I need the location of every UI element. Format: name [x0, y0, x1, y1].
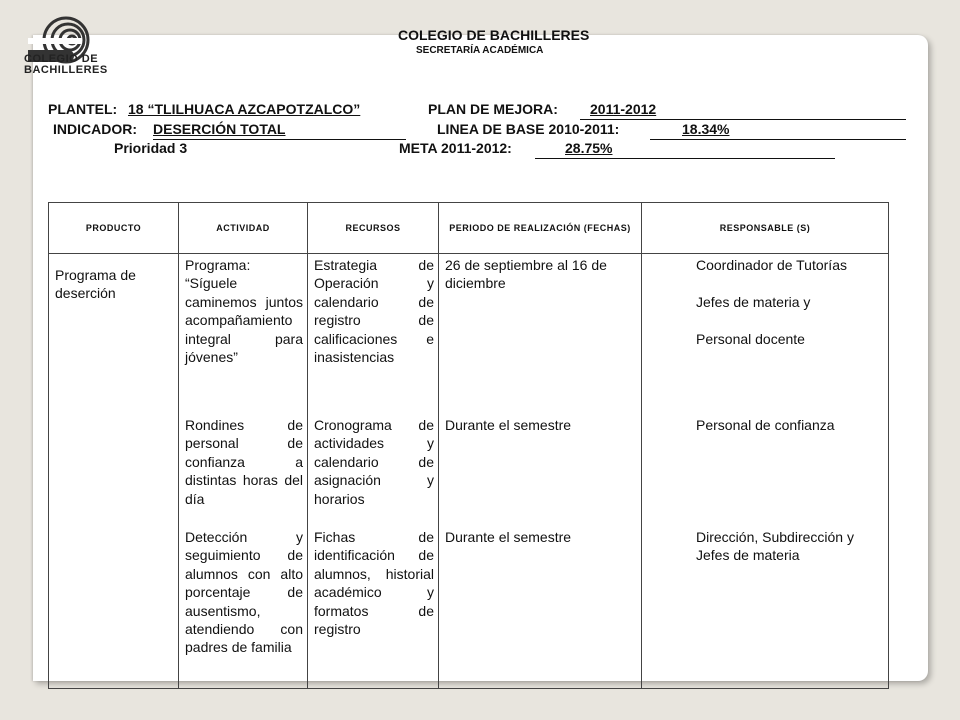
responsable-line: Jefes de materia y [696, 293, 811, 310]
logo-line-1: COLEGIO DE [24, 53, 99, 65]
responsable-cell [642, 414, 889, 526]
header-recursos: RECURSOS [308, 203, 439, 254]
header-periodo: PERIODO DE REALIZACIÓN (FECHAS) [439, 203, 642, 254]
producto-cell-empty [49, 414, 179, 526]
linea-underline [650, 139, 906, 140]
meta-underline [535, 158, 835, 159]
responsable-line: Personal docente [696, 330, 805, 347]
header-responsable: RESPONSABLE (S) [642, 203, 889, 254]
table-header-row [49, 203, 889, 254]
logo-text [24, 54, 108, 76]
actividad-cell: Programa: “Síguele caminemos juntos acompañamiento integral para jóvenes” [179, 254, 308, 415]
plan-value: 2011-2012 [590, 101, 657, 117]
plan-label: PLAN DE MEJORA: [428, 101, 558, 117]
responsable-line: Coordinador de Tutorías [696, 257, 847, 273]
responsable-line: Personal de confianza [696, 417, 835, 433]
periodo-cell: 26 de septiembre al 16 de diciembre [439, 254, 642, 415]
periodo-cell: Durante el semestre [439, 526, 642, 689]
logo-line-2: BACHILLERES [24, 64, 108, 76]
recursos-cell: Estrategia de Operación y calendario de registro de calificaciones e inasistencias [308, 254, 439, 415]
indicador-underline [153, 139, 406, 140]
table-row [49, 414, 889, 526]
table-row [49, 254, 889, 415]
linea-label: LINEA DE BASE 2010-2011: [437, 121, 620, 137]
meta-value: 28.75% [565, 140, 613, 156]
responsable-line: Dirección, Subdirección y Jefes de materia [696, 529, 854, 564]
actividad-cell: Rondines de personal de confianza a distintas horas del día [179, 414, 308, 526]
table-row [49, 526, 889, 689]
plantel-value: 18 “TLILHUACA AZCAPOTZALCO” [128, 101, 361, 117]
actividad-cell: Detección y seguimiento de alumnos con alto porcentaje de ausentismo, atendiendo con padres de familia [179, 526, 308, 689]
indicador-value: DESERCIÓN TOTAL [153, 121, 286, 137]
school-name: COLEGIO DE BACHILLERES [398, 27, 590, 43]
linea-value: 18.34% [682, 121, 730, 137]
plantel-label: PLANTEL: [48, 101, 118, 117]
prioridad-label: Prioridad 3 [114, 140, 188, 156]
responsable-cell [642, 526, 889, 689]
producto-cell: Programa de deserción [49, 254, 179, 415]
recursos-cell: Fichas de identificación de alumnos, historial académico y formatos de registro [308, 526, 439, 689]
recursos-cell: Cronograma de actividades y calendario de asignación y horarios [308, 414, 439, 526]
indicador-label: INDICADOR: [53, 121, 137, 137]
periodo-cell: Durante el semestre [439, 414, 642, 526]
responsable-cell [642, 254, 889, 415]
meta-label: META 2011-2012: [399, 140, 512, 156]
plan-underline [580, 119, 906, 120]
plan-table [48, 202, 889, 689]
header-producto: PRODUCTO [49, 203, 179, 254]
school-subtitle: SECRETARÍA ACADÉMICA [416, 45, 544, 56]
producto-cell-empty [49, 526, 179, 689]
header-actividad: ACTIVIDAD [179, 203, 308, 254]
